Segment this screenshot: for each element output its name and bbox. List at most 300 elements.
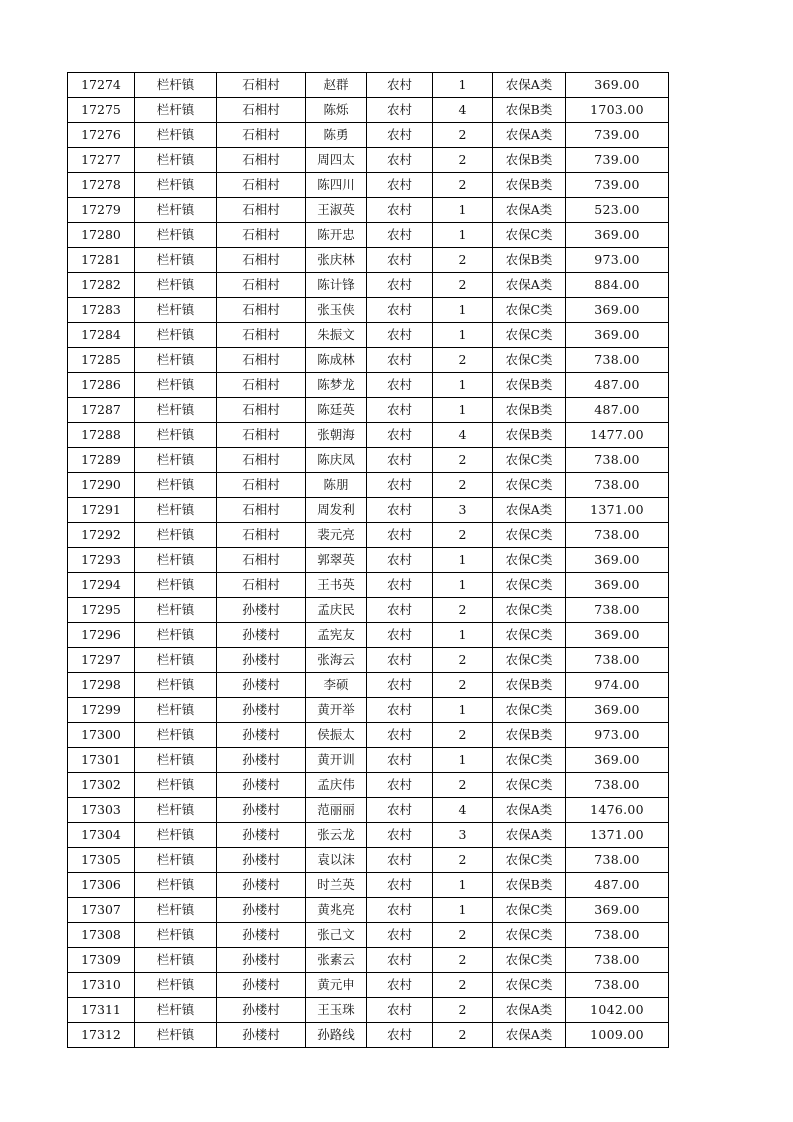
table-row (68, 798, 669, 823)
insurance-class-cell: 农保B类 (493, 673, 566, 698)
village-cell: 孙楼村 (217, 848, 306, 873)
town-cell: 栏杆镇 (135, 398, 217, 423)
record-id-cell: 17283 (68, 298, 135, 323)
name-cell: 范丽丽 (306, 798, 367, 823)
name-cell: 张素云 (306, 948, 367, 973)
record-id-cell: 17282 (68, 273, 135, 298)
area-type-cell: 农村 (367, 123, 433, 148)
amount-cell: 369.00 (566, 573, 669, 598)
household-count-cell: 2 (433, 848, 493, 873)
village-cell: 石相村 (217, 423, 306, 448)
record-id-cell: 17299 (68, 698, 135, 723)
insurance-class-cell: 农保C类 (493, 598, 566, 623)
village-cell: 石相村 (217, 273, 306, 298)
insurance-class-cell: 农保B类 (493, 423, 566, 448)
record-id-cell: 17298 (68, 673, 135, 698)
name-cell: 朱振文 (306, 323, 367, 348)
insurance-class-cell: 农保C类 (493, 648, 566, 673)
area-type-cell: 农村 (367, 523, 433, 548)
insurance-class-cell: 农保C类 (493, 348, 566, 373)
table-row (68, 223, 669, 248)
insurance-class-cell: 农保B类 (493, 173, 566, 198)
amount-cell: 738.00 (566, 348, 669, 373)
insurance-class-cell: 农保C类 (493, 973, 566, 998)
name-cell: 陈廷英 (306, 398, 367, 423)
insurance-class-cell: 农保C类 (493, 548, 566, 573)
record-id-cell: 17290 (68, 473, 135, 498)
area-type-cell: 农村 (367, 173, 433, 198)
record-id-cell: 17292 (68, 523, 135, 548)
household-count-cell: 2 (433, 273, 493, 298)
area-type-cell: 农村 (367, 348, 433, 373)
village-cell: 孙楼村 (217, 923, 306, 948)
town-cell: 栏杆镇 (135, 98, 217, 123)
amount-cell: 738.00 (566, 948, 669, 973)
household-count-cell: 2 (433, 248, 493, 273)
area-type-cell: 农村 (367, 448, 433, 473)
town-cell: 栏杆镇 (135, 623, 217, 648)
record-id-cell: 17304 (68, 823, 135, 848)
name-cell: 袁以沫 (306, 848, 367, 873)
insurance-class-cell: 农保A类 (493, 198, 566, 223)
area-type-cell: 农村 (367, 398, 433, 423)
roster-table (67, 72, 669, 1048)
insurance-class-cell: 农保C类 (493, 448, 566, 473)
record-id-cell: 17291 (68, 498, 135, 523)
table-row (68, 823, 669, 848)
area-type-cell: 农村 (367, 773, 433, 798)
table-row (68, 898, 669, 923)
amount-cell: 739.00 (566, 173, 669, 198)
name-cell: 裴元亮 (306, 523, 367, 548)
table-row (68, 398, 669, 423)
area-type-cell: 农村 (367, 473, 433, 498)
household-count-cell: 1 (433, 573, 493, 598)
record-id-cell: 17296 (68, 623, 135, 648)
amount-cell: 738.00 (566, 448, 669, 473)
town-cell: 栏杆镇 (135, 998, 217, 1023)
record-id-cell: 17306 (68, 873, 135, 898)
table-row (68, 498, 669, 523)
village-cell: 石相村 (217, 73, 306, 98)
household-count-cell: 1 (433, 73, 493, 98)
household-count-cell: 2 (433, 1023, 493, 1048)
table-row (68, 98, 669, 123)
village-cell: 石相村 (217, 498, 306, 523)
household-count-cell: 1 (433, 748, 493, 773)
record-id-cell: 17285 (68, 348, 135, 373)
area-type-cell: 农村 (367, 623, 433, 648)
record-id-cell: 17286 (68, 373, 135, 398)
record-id-cell: 17276 (68, 123, 135, 148)
record-id-cell: 17308 (68, 923, 135, 948)
village-cell: 石相村 (217, 448, 306, 473)
record-id-cell: 17284 (68, 323, 135, 348)
amount-cell: 738.00 (566, 773, 669, 798)
amount-cell: 1371.00 (566, 498, 669, 523)
town-cell: 栏杆镇 (135, 323, 217, 348)
name-cell: 陈四川 (306, 173, 367, 198)
household-count-cell: 2 (433, 973, 493, 998)
town-cell: 栏杆镇 (135, 898, 217, 923)
amount-cell: 738.00 (566, 648, 669, 673)
area-type-cell: 农村 (367, 998, 433, 1023)
town-cell: 栏杆镇 (135, 498, 217, 523)
table-row (68, 723, 669, 748)
village-cell: 石相村 (217, 148, 306, 173)
table-row (68, 848, 669, 873)
record-id-cell: 17280 (68, 223, 135, 248)
record-id-cell: 17309 (68, 948, 135, 973)
insurance-class-cell: 农保C类 (493, 773, 566, 798)
village-cell: 孙楼村 (217, 598, 306, 623)
amount-cell: 1371.00 (566, 823, 669, 848)
insurance-class-cell: 农保C类 (493, 698, 566, 723)
amount-cell: 973.00 (566, 248, 669, 273)
table-row (68, 623, 669, 648)
record-id-cell: 17288 (68, 423, 135, 448)
record-id-cell: 17293 (68, 548, 135, 573)
town-cell: 栏杆镇 (135, 173, 217, 198)
table-row (68, 323, 669, 348)
insurance-class-cell: 农保A类 (493, 273, 566, 298)
table-row (68, 473, 669, 498)
table-row (68, 448, 669, 473)
village-cell: 孙楼村 (217, 773, 306, 798)
village-cell: 孙楼村 (217, 823, 306, 848)
name-cell: 陈朋 (306, 473, 367, 498)
town-cell: 栏杆镇 (135, 348, 217, 373)
insurance-class-cell: 农保A类 (493, 123, 566, 148)
household-count-cell: 2 (433, 348, 493, 373)
village-cell: 孙楼村 (217, 698, 306, 723)
table-row (68, 973, 669, 998)
record-id-cell: 17301 (68, 748, 135, 773)
town-cell: 栏杆镇 (135, 848, 217, 873)
name-cell: 郭翠英 (306, 548, 367, 573)
record-id-cell: 17294 (68, 573, 135, 598)
name-cell: 李硕 (306, 673, 367, 698)
household-count-cell: 1 (433, 623, 493, 648)
insurance-class-cell: 农保A类 (493, 498, 566, 523)
village-cell: 孙楼村 (217, 948, 306, 973)
name-cell: 陈庆凤 (306, 448, 367, 473)
table-row (68, 698, 669, 723)
amount-cell: 369.00 (566, 548, 669, 573)
village-cell: 孙楼村 (217, 648, 306, 673)
area-type-cell: 农村 (367, 73, 433, 98)
village-cell: 石相村 (217, 123, 306, 148)
area-type-cell: 农村 (367, 648, 433, 673)
town-cell: 栏杆镇 (135, 448, 217, 473)
area-type-cell: 农村 (367, 273, 433, 298)
village-cell: 石相村 (217, 298, 306, 323)
roster-table-body (68, 73, 669, 1048)
amount-cell: 739.00 (566, 123, 669, 148)
household-count-cell: 2 (433, 648, 493, 673)
insurance-class-cell: 农保B类 (493, 373, 566, 398)
record-id-cell: 17281 (68, 248, 135, 273)
area-type-cell: 农村 (367, 298, 433, 323)
area-type-cell: 农村 (367, 798, 433, 823)
amount-cell: 738.00 (566, 598, 669, 623)
household-count-cell: 2 (433, 473, 493, 498)
village-cell: 孙楼村 (217, 1023, 306, 1048)
record-id-cell: 17310 (68, 973, 135, 998)
insurance-class-cell: 农保A类 (493, 798, 566, 823)
area-type-cell: 农村 (367, 148, 433, 173)
household-count-cell: 1 (433, 548, 493, 573)
record-id-cell: 17289 (68, 448, 135, 473)
town-cell: 栏杆镇 (135, 298, 217, 323)
name-cell: 王书英 (306, 573, 367, 598)
insurance-class-cell: 农保C类 (493, 948, 566, 973)
amount-cell: 369.00 (566, 323, 669, 348)
name-cell: 黄元申 (306, 973, 367, 998)
town-cell: 栏杆镇 (135, 523, 217, 548)
household-count-cell: 1 (433, 298, 493, 323)
town-cell: 栏杆镇 (135, 148, 217, 173)
area-type-cell: 农村 (367, 323, 433, 348)
record-id-cell: 17300 (68, 723, 135, 748)
town-cell: 栏杆镇 (135, 573, 217, 598)
amount-cell: 973.00 (566, 723, 669, 748)
name-cell: 张云龙 (306, 823, 367, 848)
insurance-class-cell: 农保B类 (493, 248, 566, 273)
insurance-class-cell: 农保B类 (493, 873, 566, 898)
amount-cell: 974.00 (566, 673, 669, 698)
name-cell: 孟庆伟 (306, 773, 367, 798)
town-cell: 栏杆镇 (135, 723, 217, 748)
table-row (68, 548, 669, 573)
household-count-cell: 2 (433, 173, 493, 198)
town-cell: 栏杆镇 (135, 698, 217, 723)
area-type-cell: 农村 (367, 898, 433, 923)
insurance-class-cell: 农保C类 (493, 573, 566, 598)
name-cell: 孙路线 (306, 1023, 367, 1048)
table-row (68, 773, 669, 798)
insurance-class-cell: 农保C类 (493, 898, 566, 923)
household-count-cell: 4 (433, 98, 493, 123)
household-count-cell: 1 (433, 373, 493, 398)
area-type-cell: 农村 (367, 723, 433, 748)
table-row (68, 123, 669, 148)
area-type-cell: 农村 (367, 373, 433, 398)
table-row (68, 873, 669, 898)
insurance-class-cell: 农保C类 (493, 223, 566, 248)
record-id-cell: 17303 (68, 798, 135, 823)
village-cell: 孙楼村 (217, 898, 306, 923)
amount-cell: 369.00 (566, 698, 669, 723)
name-cell: 陈烁 (306, 98, 367, 123)
town-cell: 栏杆镇 (135, 423, 217, 448)
table-row (68, 423, 669, 448)
household-count-cell: 1 (433, 398, 493, 423)
household-count-cell: 2 (433, 723, 493, 748)
area-type-cell: 农村 (367, 198, 433, 223)
area-type-cell: 农村 (367, 548, 433, 573)
town-cell: 栏杆镇 (135, 73, 217, 98)
name-cell: 张庆林 (306, 248, 367, 273)
record-id-cell: 17302 (68, 773, 135, 798)
name-cell: 张玉侠 (306, 298, 367, 323)
amount-cell: 1477.00 (566, 423, 669, 448)
amount-cell: 738.00 (566, 923, 669, 948)
amount-cell: 487.00 (566, 398, 669, 423)
table-row (68, 73, 669, 98)
record-id-cell: 17295 (68, 598, 135, 623)
amount-cell: 523.00 (566, 198, 669, 223)
name-cell: 陈计锋 (306, 273, 367, 298)
area-type-cell: 农村 (367, 423, 433, 448)
table-row (68, 998, 669, 1023)
name-cell: 王玉珠 (306, 998, 367, 1023)
household-count-cell: 2 (433, 673, 493, 698)
village-cell: 石相村 (217, 248, 306, 273)
name-cell: 张己文 (306, 923, 367, 948)
insurance-class-cell: 农保C类 (493, 923, 566, 948)
household-count-cell: 1 (433, 323, 493, 348)
amount-cell: 738.00 (566, 973, 669, 998)
insurance-class-cell: 农保A类 (493, 1023, 566, 1048)
name-cell: 孟宪友 (306, 623, 367, 648)
household-count-cell: 1 (433, 198, 493, 223)
area-type-cell: 农村 (367, 848, 433, 873)
town-cell: 栏杆镇 (135, 198, 217, 223)
village-cell: 孙楼村 (217, 998, 306, 1023)
village-cell: 石相村 (217, 223, 306, 248)
area-type-cell: 农村 (367, 498, 433, 523)
record-id-cell: 17277 (68, 148, 135, 173)
name-cell: 黄兆亮 (306, 898, 367, 923)
table-row (68, 1023, 669, 1048)
amount-cell: 1009.00 (566, 1023, 669, 1048)
town-cell: 栏杆镇 (135, 273, 217, 298)
village-cell: 石相村 (217, 573, 306, 598)
record-id-cell: 17312 (68, 1023, 135, 1048)
insurance-class-cell: 农保C类 (493, 748, 566, 773)
amount-cell: 738.00 (566, 473, 669, 498)
village-cell: 孙楼村 (217, 973, 306, 998)
name-cell: 黄开举 (306, 698, 367, 723)
household-count-cell: 2 (433, 148, 493, 173)
record-id-cell: 17297 (68, 648, 135, 673)
record-id-cell: 17279 (68, 198, 135, 223)
town-cell: 栏杆镇 (135, 798, 217, 823)
name-cell: 陈成林 (306, 348, 367, 373)
amount-cell: 1703.00 (566, 98, 669, 123)
amount-cell: 369.00 (566, 73, 669, 98)
name-cell: 时兰英 (306, 873, 367, 898)
record-id-cell: 17275 (68, 98, 135, 123)
household-count-cell: 1 (433, 223, 493, 248)
name-cell: 张海云 (306, 648, 367, 673)
area-type-cell: 农村 (367, 698, 433, 723)
name-cell: 周发利 (306, 498, 367, 523)
name-cell: 侯振太 (306, 723, 367, 748)
area-type-cell: 农村 (367, 973, 433, 998)
amount-cell: 369.00 (566, 748, 669, 773)
household-count-cell: 3 (433, 823, 493, 848)
village-cell: 石相村 (217, 548, 306, 573)
name-cell: 赵群 (306, 73, 367, 98)
household-count-cell: 4 (433, 798, 493, 823)
insurance-class-cell: 农保C类 (493, 623, 566, 648)
household-count-cell: 2 (433, 773, 493, 798)
village-cell: 石相村 (217, 323, 306, 348)
table-row (68, 573, 669, 598)
table-row (68, 523, 669, 548)
village-cell: 孙楼村 (217, 673, 306, 698)
household-count-cell: 2 (433, 598, 493, 623)
town-cell: 栏杆镇 (135, 223, 217, 248)
table-row (68, 598, 669, 623)
town-cell: 栏杆镇 (135, 598, 217, 623)
insurance-class-cell: 农保B类 (493, 398, 566, 423)
name-cell: 陈勇 (306, 123, 367, 148)
household-count-cell: 1 (433, 873, 493, 898)
town-cell: 栏杆镇 (135, 248, 217, 273)
name-cell: 王淑英 (306, 198, 367, 223)
name-cell: 周四太 (306, 148, 367, 173)
record-id-cell: 17274 (68, 73, 135, 98)
table-row (68, 148, 669, 173)
table-row (68, 298, 669, 323)
amount-cell: 487.00 (566, 873, 669, 898)
amount-cell: 1476.00 (566, 798, 669, 823)
insurance-class-cell: 农保C类 (493, 323, 566, 348)
table-row (68, 198, 669, 223)
amount-cell: 369.00 (566, 623, 669, 648)
town-cell: 栏杆镇 (135, 948, 217, 973)
name-cell: 孟庆民 (306, 598, 367, 623)
town-cell: 栏杆镇 (135, 773, 217, 798)
village-cell: 孙楼村 (217, 798, 306, 823)
area-type-cell: 农村 (367, 248, 433, 273)
town-cell: 栏杆镇 (135, 923, 217, 948)
town-cell: 栏杆镇 (135, 673, 217, 698)
household-count-cell: 3 (433, 498, 493, 523)
amount-cell: 884.00 (566, 273, 669, 298)
area-type-cell: 农村 (367, 748, 433, 773)
record-id-cell: 17305 (68, 848, 135, 873)
amount-cell: 369.00 (566, 223, 669, 248)
village-cell: 石相村 (217, 523, 306, 548)
area-type-cell: 农村 (367, 598, 433, 623)
town-cell: 栏杆镇 (135, 823, 217, 848)
insurance-class-cell: 农保B类 (493, 98, 566, 123)
amount-cell: 738.00 (566, 848, 669, 873)
insurance-class-cell: 农保B类 (493, 148, 566, 173)
insurance-class-cell: 农保A类 (493, 73, 566, 98)
area-type-cell: 农村 (367, 823, 433, 848)
town-cell: 栏杆镇 (135, 973, 217, 998)
town-cell: 栏杆镇 (135, 1023, 217, 1048)
household-count-cell: 2 (433, 523, 493, 548)
household-count-cell: 1 (433, 698, 493, 723)
household-count-cell: 2 (433, 448, 493, 473)
village-cell: 石相村 (217, 98, 306, 123)
record-id-cell: 17278 (68, 173, 135, 198)
insurance-class-cell: 农保A类 (493, 823, 566, 848)
household-count-cell: 2 (433, 923, 493, 948)
record-id-cell: 17311 (68, 998, 135, 1023)
village-cell: 石相村 (217, 348, 306, 373)
area-type-cell: 农村 (367, 923, 433, 948)
area-type-cell: 农村 (367, 948, 433, 973)
amount-cell: 738.00 (566, 523, 669, 548)
name-cell: 陈梦龙 (306, 373, 367, 398)
